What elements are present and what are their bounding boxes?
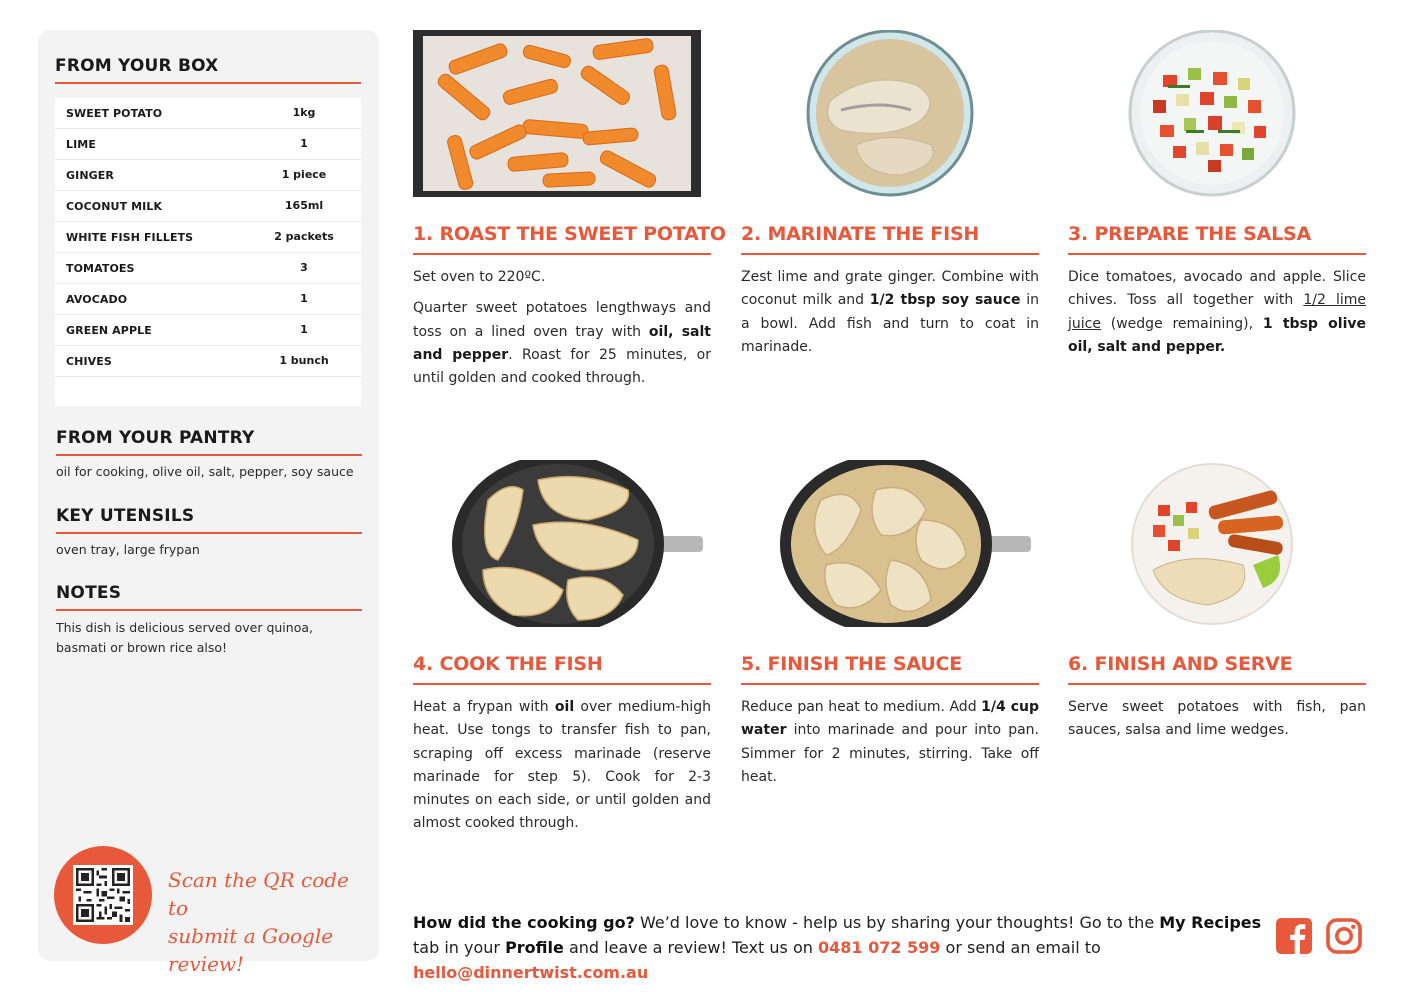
ingredients-table bbox=[55, 98, 361, 406]
step-paragraph bbox=[413, 297, 711, 390]
table-row bbox=[55, 98, 361, 129]
fish-in-frypan-image bbox=[413, 460, 711, 627]
divider bbox=[413, 683, 711, 685]
ingredient-qty: 1 bunch bbox=[279, 354, 329, 367]
ingredient-qty: 1 bbox=[300, 323, 308, 336]
text: or send an email to bbox=[940, 938, 1101, 957]
text: and leave a review! Text us on bbox=[563, 938, 818, 957]
step-paragraph bbox=[741, 266, 1039, 359]
fish-in-sauce-image bbox=[741, 460, 1039, 627]
phone-link[interactable]: 0481 072 599 bbox=[817, 938, 941, 957]
notes-heading: NOTES bbox=[56, 583, 122, 603]
table-row bbox=[55, 222, 361, 253]
step-paragraph: Set oven to 220ºC. bbox=[413, 269, 546, 285]
text: Quarter sweet potatoes lengthways and toss on a lined oven tray with bbox=[413, 300, 711, 340]
divider bbox=[56, 532, 362, 534]
facebook-icon[interactable] bbox=[1276, 918, 1312, 954]
table-row bbox=[55, 284, 361, 315]
step-instructions bbox=[1068, 696, 1366, 751]
text: over medium-high heat. Use tongs to transfer fish to pan, scraping off excess marinade (reserve marinade for step 5). Cook for 2-3 minutes on each side, or until golden and almost cooked through. bbox=[413, 699, 712, 832]
step-instructions bbox=[413, 696, 711, 844]
text: into marinade and pour into pan. Simmer for 2 minutes, stirring. Take off heat. bbox=[741, 722, 1039, 785]
ingredient-name: COCONUT MILK bbox=[66, 200, 163, 213]
divider bbox=[56, 609, 362, 611]
ingredient-qty: 1 piece bbox=[281, 168, 327, 181]
qr-badge[interactable] bbox=[54, 846, 152, 944]
qr-code-icon[interactable] bbox=[73, 865, 133, 925]
ingredient-name: CHIVES bbox=[66, 355, 112, 368]
pantry-heading: FROM YOUR PANTRY bbox=[56, 428, 255, 448]
salsa-bowl-image bbox=[1068, 30, 1366, 200]
step-title: 1. ROAST THE SWEET POTATO bbox=[413, 223, 726, 245]
ingredient-emphasis: 1/2 tbsp soy sauce bbox=[869, 292, 1021, 309]
ingredient-name: GINGER bbox=[66, 169, 114, 182]
divider bbox=[1068, 683, 1366, 685]
step-title: 3. PREPARE THE SALSA bbox=[1068, 223, 1312, 245]
notes-text: This dish is delicious served over quinoa, basmati or brown rice also! bbox=[56, 620, 313, 655]
step-instructions bbox=[413, 266, 711, 398]
step-title: 2. MARINATE THE FISH bbox=[741, 223, 980, 245]
ingredient-qty: 1 bbox=[300, 292, 308, 305]
step-paragraph: Serve sweet potatoes with fish, pan sauces, salsa and lime wedges. bbox=[1068, 699, 1366, 739]
step-paragraph bbox=[1068, 266, 1366, 359]
step-1 bbox=[413, 30, 726, 410]
profile-link[interactable]: Profile bbox=[505, 938, 564, 957]
divider bbox=[741, 683, 1039, 685]
step-3 bbox=[1068, 30, 1366, 410]
ingredient-name: SWEET POTATO bbox=[66, 107, 163, 120]
qr-caption-line: Scan the QR code to bbox=[168, 868, 349, 920]
ingredient-name: GREEN APPLE bbox=[66, 324, 152, 337]
ingredient-emphasis: 1/4 cup water bbox=[741, 699, 1039, 739]
pantry-text: oil for cooking, olive oil, salt, pepper, soy sauce bbox=[56, 464, 354, 479]
text: (wedge remaining), bbox=[1100, 315, 1263, 332]
email-link[interactable]: hello@dinnertwist.com.au bbox=[413, 963, 649, 982]
step-instructions bbox=[741, 266, 1039, 367]
ingredient-emphasis: oil, salt and pepper bbox=[413, 323, 711, 363]
text: tab in your bbox=[413, 938, 506, 957]
step-paragraph bbox=[741, 696, 1039, 789]
step-instructions bbox=[741, 696, 1039, 797]
box-heading: FROM YOUR BOX bbox=[55, 56, 219, 76]
text: in a bowl. Add fish and turn to coat in marinade. bbox=[741, 292, 1039, 355]
ingredient-qty: 1 bbox=[300, 137, 308, 150]
ingredient-qty: 3 bbox=[300, 261, 308, 274]
table-row bbox=[55, 253, 361, 284]
divider bbox=[55, 82, 361, 84]
text: Dice tomatoes, avocado and apple. Slice chives. Toss all together with bbox=[1068, 269, 1366, 309]
step-title: 5. FINISH THE SAUCE bbox=[741, 653, 963, 675]
step-6 bbox=[1068, 460, 1366, 850]
utensils-heading: KEY UTENSILS bbox=[56, 506, 195, 526]
ingredient-qty: 165ml bbox=[284, 199, 324, 212]
ingredient-name: AVOCADO bbox=[66, 293, 128, 306]
text: Zest lime and grate ginger. Combine with coconut milk and bbox=[741, 269, 1039, 309]
table-row bbox=[55, 346, 361, 377]
ingredient-qty: 1kg bbox=[292, 106, 316, 119]
text: We’d love to know - help us by sharing your thoughts! Go to the bbox=[634, 913, 1160, 932]
underlined-ingredient: 1/2 lime juice bbox=[1068, 292, 1366, 332]
divider bbox=[1068, 253, 1366, 255]
step-4 bbox=[413, 460, 711, 850]
ingredient-emphasis: oil bbox=[554, 699, 575, 715]
table-row bbox=[55, 129, 361, 160]
table-row bbox=[55, 315, 361, 346]
my-recipes-link[interactable]: My Recipes bbox=[1159, 913, 1262, 932]
divider bbox=[413, 253, 711, 255]
ingredient-qty: 2 packets bbox=[274, 230, 334, 243]
ingredient-name: TOMATOES bbox=[66, 262, 135, 275]
step-title: 4. COOK THE FISH bbox=[413, 653, 603, 675]
plated-dish-image bbox=[1068, 460, 1366, 630]
step-instructions bbox=[1068, 266, 1366, 367]
roasted-sweet-potato-image bbox=[413, 30, 701, 197]
table-row bbox=[55, 160, 361, 191]
step-paragraph bbox=[413, 696, 711, 836]
ingredients-sidebar bbox=[38, 30, 379, 976]
table-row bbox=[55, 191, 361, 222]
divider bbox=[741, 253, 1039, 255]
step-title: 6. FINISH AND SERVE bbox=[1068, 653, 1293, 675]
instagram-icon[interactable] bbox=[1326, 918, 1362, 954]
text: Reduce pan heat to medium. Add bbox=[741, 699, 982, 715]
ingredient-name: LIME bbox=[66, 138, 96, 151]
text: Heat a frypan with bbox=[413, 699, 555, 715]
ingredient-emphasis: 1 tbsp olive oil, salt and pepper. bbox=[1068, 315, 1366, 355]
step-2 bbox=[741, 30, 1039, 410]
ingredient-name: WHITE FISH FILLETS bbox=[66, 231, 194, 244]
feedback-question: How did the cooking go? bbox=[413, 913, 635, 932]
utensils-text: oven tray, large frypan bbox=[56, 542, 200, 557]
text: . Roast for 25 minutes, or until golden and cooked through. bbox=[413, 346, 711, 387]
marinated-fish-image bbox=[741, 30, 1039, 200]
step-5 bbox=[741, 460, 1039, 850]
feedback-message bbox=[413, 910, 1263, 985]
qr-caption-line: submit a Google review! bbox=[168, 924, 334, 976]
qr-caption bbox=[168, 866, 368, 978]
divider bbox=[56, 454, 362, 456]
